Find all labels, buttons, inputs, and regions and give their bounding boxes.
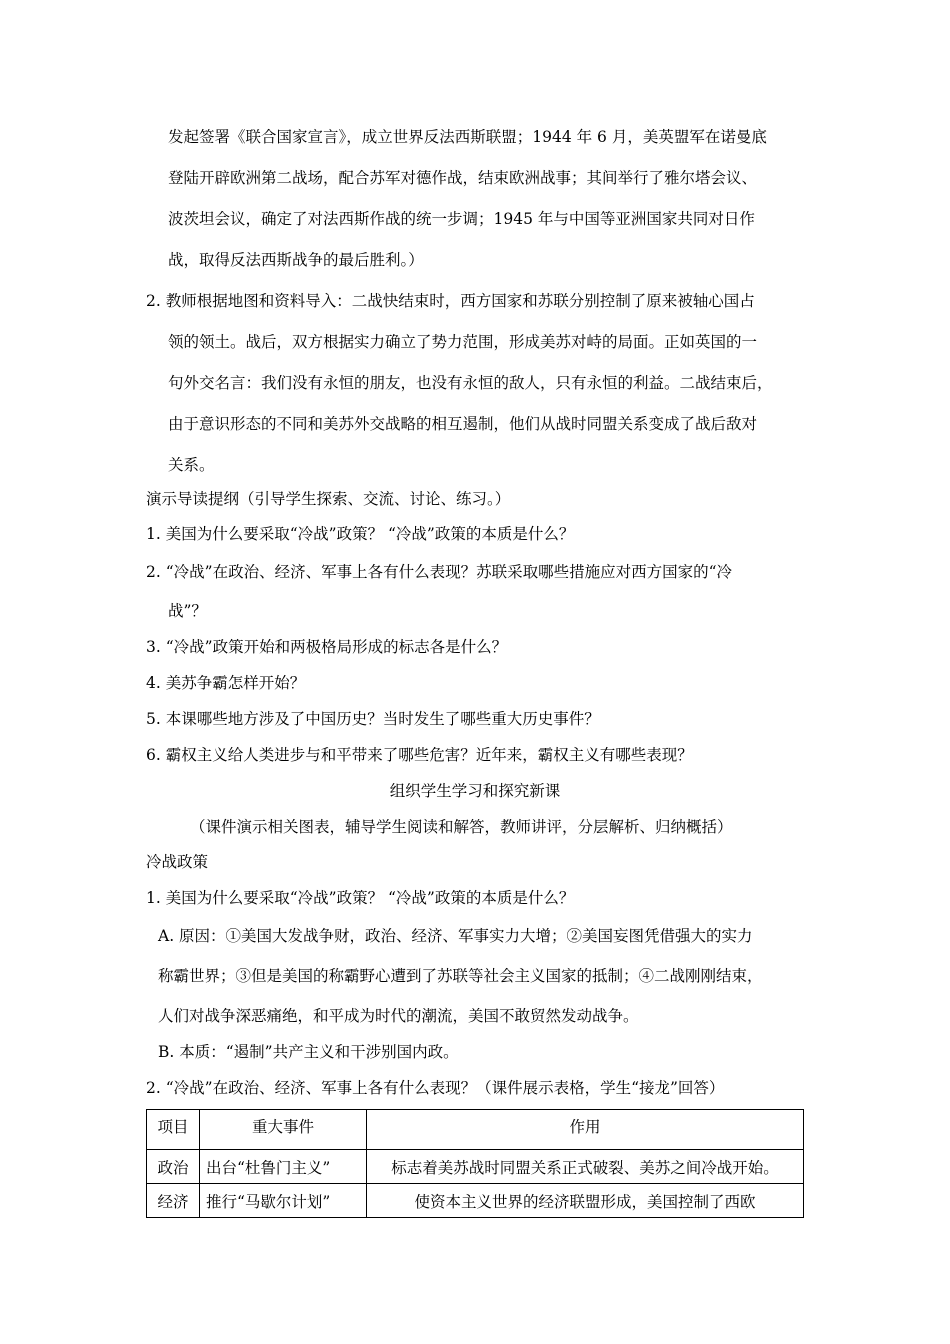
topic-heading: 冷战政策 <box>146 853 209 871</box>
outline-question-4: 4. 美苏争霸怎样开始？ <box>146 674 306 692</box>
table-row <box>147 1150 804 1184</box>
paragraph-line: 波茨坦会议，确定了对法西斯作战的统一步调；1945 年与中国等亚洲国家共同对日作 <box>168 210 755 228</box>
table-row <box>147 1184 804 1218</box>
paragraph-line: 领的领土。战后，双方根据实力确立了势力范围，形成美苏对峙的局面。正如英国的一 <box>168 333 758 351</box>
section-question-2: 2. “冷战”在政治、经济、军事上各有什么表现？（课件展示表格，学生“接龙”回答） <box>146 1079 725 1097</box>
table-cell: 标志着美苏战时同盟关系正式破裂、美苏之间冷战开始。 <box>367 1150 804 1184</box>
paragraph-line: 2. 教师根据地图和资料导入：二战快结束时，西方国家和苏联分别控制了原来被轴心国占 <box>146 292 755 310</box>
table-cell: 经济 <box>147 1184 200 1218</box>
paragraph-line: 由于意识形态的不同和美苏外交战略的相互遏制，他们从战时同盟关系变成了战后敌对 <box>168 415 758 433</box>
paragraph-line: 发起签署《联合国家宣言》，成立世界反法西斯联盟；1944 年 6 月，美英盟军在诺曼底 <box>168 128 767 146</box>
paragraph-line: 登陆开辟欧洲第二战场，配合苏军对德作战，结束欧洲战事；其间举行了雅尔塔会议、 <box>168 169 758 187</box>
table-header-cell: 作用 <box>367 1110 804 1150</box>
outline-heading: 演示导读提纲（引导学生探索、交流、讨论、练习。） <box>146 490 511 508</box>
section-question-1: 1. 美国为什么要采取“冷战”政策？ “冷战”政策的本质是什么？ <box>146 889 575 907</box>
outline-question-6: 6. 霸权主义给人类进步与和平带来了哪些危害？近年来，霸权主义有哪些表现？ <box>146 746 693 764</box>
paragraph-line: 关系。 <box>168 456 215 474</box>
outline-question-5: 5. 本课哪些地方涉及了中国历史？当时发生了哪些重大历史事件？ <box>146 710 600 728</box>
outline-question-1: 1. 美国为什么要采取“冷战”政策？ “冷战”政策的本质是什么？ <box>146 525 575 543</box>
paragraph-line: 句外交名言：我们没有永恒的朋友，也没有永恒的敌人，只有永恒的利益。二战结束后， <box>168 374 773 392</box>
table-header-cell: 重大事件 <box>200 1110 367 1150</box>
cold-war-table <box>146 1109 804 1218</box>
answer-a-line: A. 原因：①美国大发战争财，政治、经济、军事实力大增；②美国妄图凭借强大的实力 <box>158 927 753 945</box>
outline-question-2-cont: 战”？ <box>168 602 207 620</box>
table-cell: 推行“马歇尔计划” <box>200 1184 367 1218</box>
paragraph-line: 战，取得反法西斯战争的最后胜利。） <box>168 251 424 269</box>
table-header-row <box>147 1110 804 1150</box>
answer-a-line: 称霸世界；③但是美国的称霸野心遭到了苏联等社会主义国家的抵制；④二战刚刚结束， <box>158 967 763 985</box>
table-cell: 使资本主义世界的经济联盟形成，美国控制了西欧 <box>367 1184 804 1218</box>
section-subtitle: （课件演示相关图表，辅导学生阅读和解答，教师讲评，分层解析、归纳概括） <box>190 818 733 836</box>
table-cell: 出台“杜鲁门主义” <box>200 1150 367 1184</box>
outline-question-2: 2. “冷战”在政治、经济、军事上各有什么表现？苏联采取哪些措施应对西方国家的“冷 <box>146 563 732 581</box>
section-title: 组织学生学习和探究新课 <box>389 782 561 800</box>
table-header-cell: 项目 <box>147 1110 200 1150</box>
table-cell: 政治 <box>147 1150 200 1184</box>
answer-a-line: 人们对战争深恶痛绝，和平成为时代的潮流，美国不敢贸然发动战争。 <box>158 1007 639 1025</box>
answer-b: B. 本质：“遏制”共产主义和干涉别国内政。 <box>158 1043 459 1061</box>
outline-question-3: 3. “冷战”政策开始和两极格局形成的标志各是什么？ <box>146 638 508 656</box>
